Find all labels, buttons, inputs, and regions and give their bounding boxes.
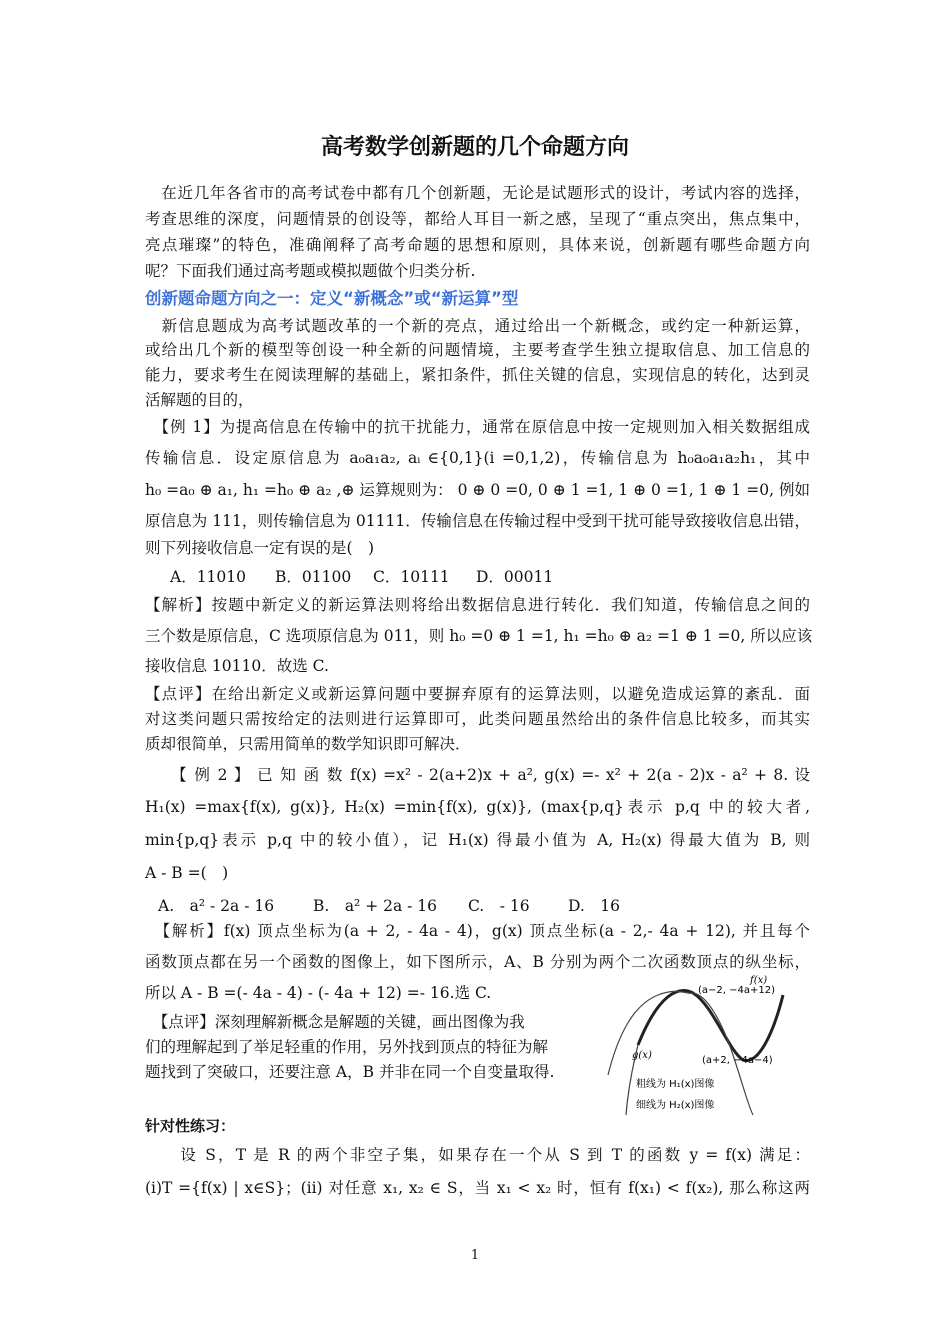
example1-comment-line: 对这类问题只需按给定的法则进行运算即可，此类问题虽然给出的条件信息比较多，而其实 [145,710,810,728]
h1-thick-curve-right [743,995,783,1061]
example1-line: 原信息为 111，则传输信息为 01111．传输信息在传输过程中受到干扰可能导致接收信息出错， [145,512,810,530]
example2-options [158,896,620,916]
legend-thin: 细线为 H₂(x)图像 [636,1100,715,1111]
practice-line: 设 S，T 是 R 的两个非空子集，如果存在一个从 S 到 T 的函数 y = f(x) 满足： [145,1146,810,1164]
example2-line: min{p,q}表示 p,q 中的较小值），记 H₁(x) 得最小值为 A, H₂(x) 得最大值为 B, 则 [145,831,810,849]
example1-solution-line: 【解析】按题中新定义的新运算法则将给出数据信息进行转化．我们知道，传输信息之间的 [145,596,810,614]
h1-thick-curve [638,991,743,1060]
section-intro-line: 或给出几个新的模型等创设一种全新的问题情境，主要考查学生独立提取信息、加工信息的 [145,341,810,359]
example1-solution-line: 接收信息 10110．故选 C. [145,657,329,675]
intro-line: 考查思维的深度，问题情景的创设等，都给人耳目一新之感，呈现了“重点突出，焦点集中， [145,210,810,228]
example1-comment-line: 【点评】在给出新定义或新运算问题中要摒弃原有的运算法则，以避免造成运算的紊乱．面 [145,685,810,703]
function-graph-figure [598,965,813,1120]
option-a: A．11010 [170,568,247,586]
example1-comment-line: 质却很简单，只需用简单的数学知识即可解决． [145,735,471,753]
example2-line: H₁(x) =max{f(x), g(x)}, H₂(x) =min{f(x), g(x)}, (max{p,q}表示 p,q 中的较大者, [145,798,810,816]
option-c: C. - 16 [468,897,530,915]
example2-comment-line: 们的理解起到了举足轻重的作用，另外找到顶点的特征为解 [145,1038,549,1056]
intro-line: 呢？下面我们通过高考题或模拟题做个归类分析. [145,262,476,280]
section-heading: 创新题命题方向之一：定义“新概念”或“新运算”型 [145,289,519,308]
example1-options [170,567,553,587]
example1-line: 【例 1】为提高信息在传输中的抗干扰能力，通常在原信息中按一定规则加入相关数据组成 [145,418,810,436]
example2-solution-line: 所以 A - B =(- 4a - 4) - (- 4a + 12) =- 16.选 C. [145,984,492,1002]
option-d: D．00011 [476,568,554,586]
section-intro-line: 能力，要求考生在阅读理解的基础上，紧扣条件，抓住关键的信息，实现信息的转化，达到灵 [145,366,810,384]
example1-line: 则下列接收信息一定有误的是( ) [145,539,375,557]
legend-thick: 粗线为 H₁(x)图像 [636,1079,715,1090]
practice-line: (i)T ={f(x) | x∈S}；(ii) 对任意 x₁, x₂ ∈ S，当 x₁ < x₂ 时，恒有 f(x₁) < f(x₂), 那么称这两 [145,1179,810,1197]
intro-line: 在近几年各省市的高考试卷中都有几个创新题，无论是试题形式的设计，考试内容的选择， [145,184,810,202]
section-intro-line: 活解题的目的， [145,391,254,409]
example1-line: 传输信息．设定原信息为 a₀a₁a₂, aᵢ ∈{0,1}(i =0,1,2)，传输信息为 h₀a₀a₁a₂h₁，其中 [145,449,810,467]
g-label: g(x) [632,1050,652,1061]
example2-line: A - B =( ) [145,864,229,882]
page-title: 高考数学创新题的几个命题方向 [320,135,629,160]
practice-heading: 针对性练习： [145,1117,236,1135]
vertex-f-label: (a+2, −4a−4) [702,1055,773,1066]
g-curve-left [608,991,693,1075]
example2-line: 【 例 2 】 已 知 函 数 f(x) =x² - 2(a+2)x + a², g(x) =- x² + 2(a - 2)x - a² + 8. 设 [145,766,810,784]
example2-solution-line: 【解析】f(x) 顶点坐标为(a + 2, - 4a - 4)，g(x) 顶点坐标(a - 2,- 4a + 12), 并且每个 [145,922,810,940]
option-c: C．10111 [373,568,450,586]
page-number: 1 [470,1248,480,1263]
example1-line: h₀ =a₀ ⊕ a₁, h₁ =h₀ ⊕ a₂ ,⊕ 运算规则为： 0 ⊕ 0 =0, 0 ⊕ 1 =1, 1 ⊕ 0 =1, 1 ⊕ 1 =0, 例如 [145,481,810,499]
option-b: B．01100 [275,568,352,586]
option-d: D. 16 [568,897,621,915]
example2-comment-line: 题找到了突破口，还要注意 A，B 并非在同一个自变量取得. [145,1063,555,1081]
intro-line: 亮点璀璨”的特色，准确阐释了高考命题的思想和原则，具体来说，创新题有哪些命题方向 [145,236,810,254]
example2-comment-line: 【点评】深刻理解新概念是解题的关键，画出图像为我 [145,1013,525,1031]
section-intro-line: 新信息题成为高考试题改革的一个新的亮点，通过给出一个新概念，或约定一种新运算， [145,317,810,335]
example2-solution-line: 函数顶点都在另一个函数的图像上，如下图所示，A、B 分别为两个二次函数顶点的纵坐标， [145,953,810,971]
option-b: B. a² + 2a - 16 [313,897,438,915]
vertex-g-label: (a−2, −4a+12) [698,985,776,996]
option-a: A. a² - 2a - 16 [158,897,275,915]
example1-solution-line: 三个数是原信息，C 选项原信息为 011，则 h₀ =0 ⊕ 1 =1, h₁ =h₀ ⊕ a₂ =1 ⊕ 1 =0, 所以应该 [145,627,813,645]
g-curve-right [693,993,753,1115]
f-label: f(x) [750,975,768,986]
